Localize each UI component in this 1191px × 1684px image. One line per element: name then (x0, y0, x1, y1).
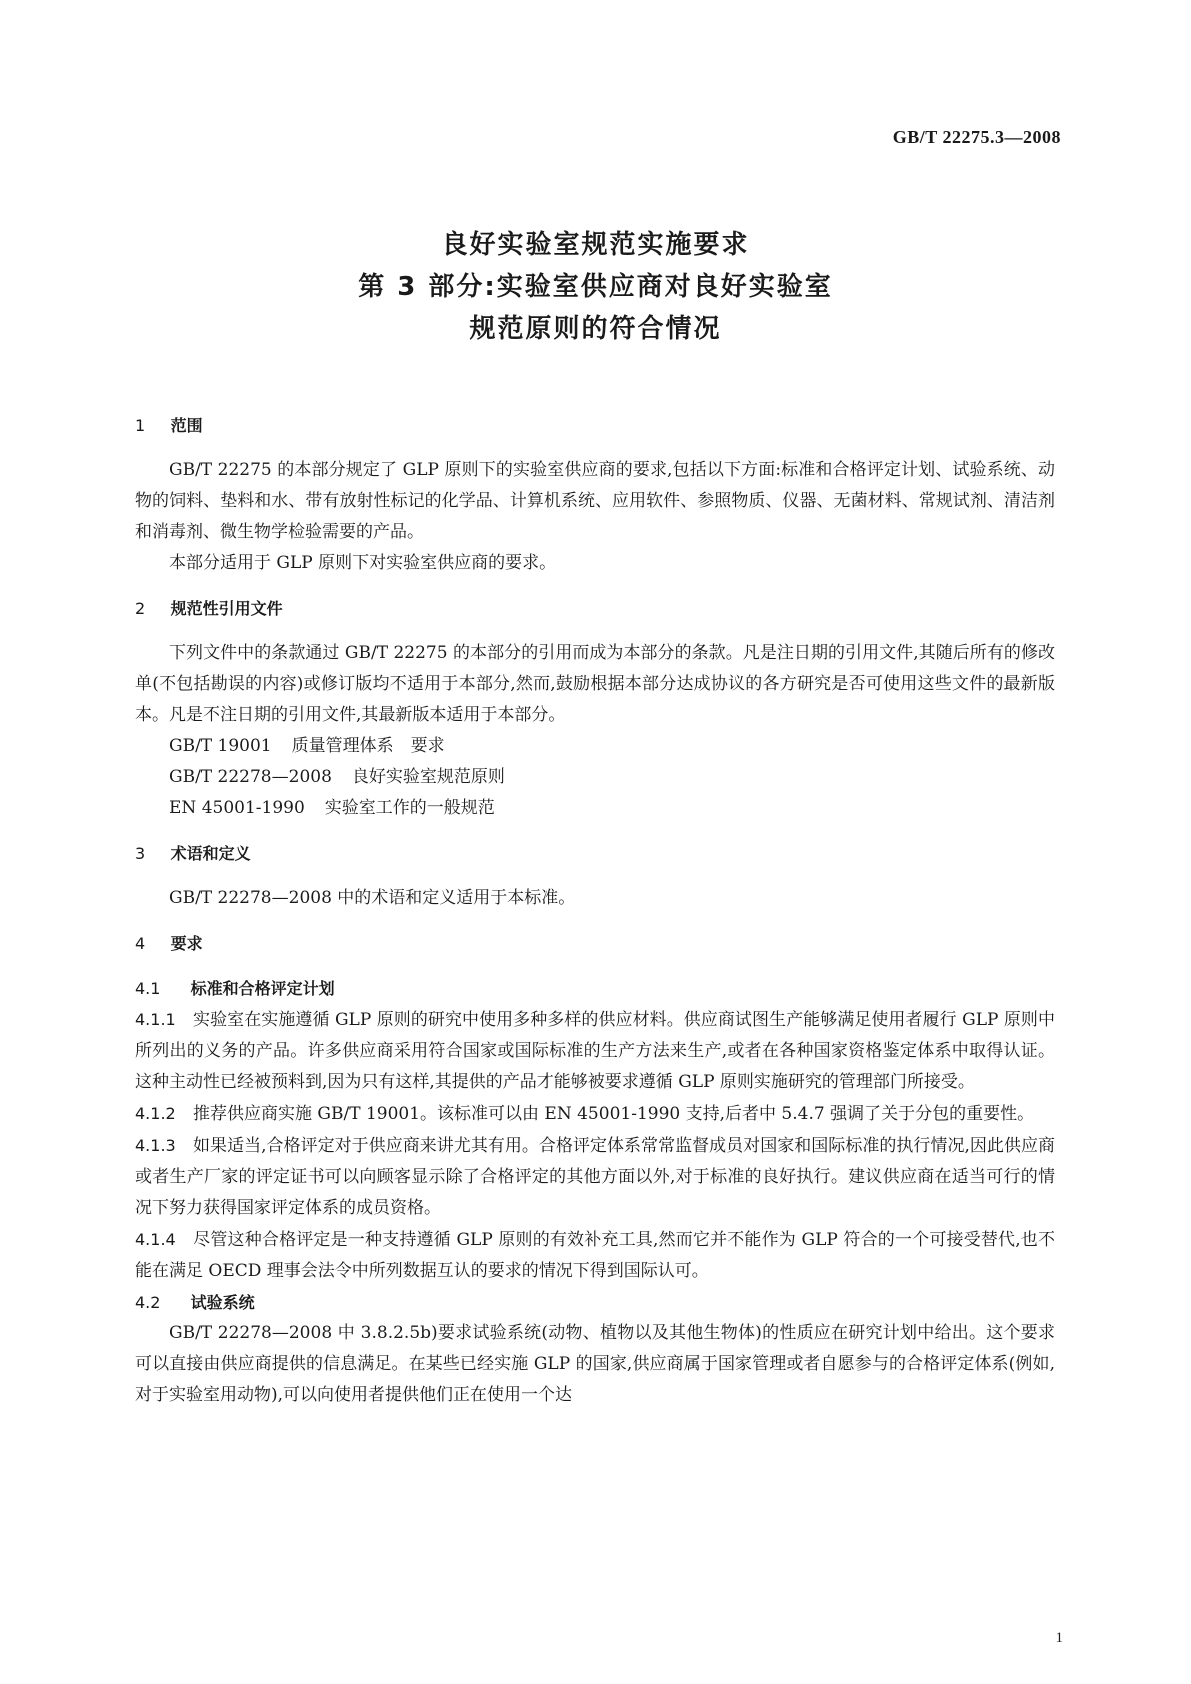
reference-code: GB/T 19001 (169, 736, 272, 756)
section-number: 1 (135, 416, 146, 435)
paragraph: 本部分适用于 GLP 原则下对实验室供应商的要求。 (169, 553, 557, 573)
clause-text: 如果适当,合格评定对于供应商来讲尤其有用。合格评定体系常常监督成员对国家和国际标准的执行情况,因此供应商或者生产厂家的评定证书可以向顾客显示除了合格评定的其他方面以外,对于标准的良好执行。建议供应商在适当可行的情况下努力获得国家评定体系的成员资格。 (135, 1136, 1055, 1218)
clause-number: 4.1.4 (135, 1230, 176, 1249)
reference-code: EN 45001-1990 (169, 798, 305, 818)
title-line-1: 良好实验室规范实施要求 (441, 230, 750, 260)
section-title: 规范性引用文件 (170, 599, 283, 618)
standard-code: GB/T 22275.3—2008 (892, 127, 1061, 147)
reference-item (135, 793, 1055, 824)
paragraph: GB/T 22275 的本部分规定了 GLP 原则下的实验室供应商的要求,包括以下方面:标准和合格评定计划、试验系统、动物的饲料、垫料和水、带有放射性标记的化学品、计算机系统、应用软件、参照物质、仪器、无菌材料、常规试剂、清洁剂和消毒剂、微生物学检验需要的产品。 (135, 460, 1055, 542)
section-heading-4 (135, 928, 1055, 959)
subsection-number: 4.1 (135, 979, 161, 998)
subsection-title: 标准和合格评定计划 (190, 979, 335, 998)
paragraph: 下列文件中的条款通过 GB/T 22275 的本部分的引用而成为本部分的条款。凡是注日期的引用文件,其随后所有的修改单(不包括勘误的内容)或修订版均不适用于本部分,然而,鼓励根据本部分达成协议的各方研究是否可使用这些文件的最新版本。凡是不注日期的引用文件,其最新版本适用于本部分。 (135, 643, 1055, 725)
document-body (135, 410, 1055, 1411)
section-title: 范围 (170, 416, 203, 435)
section-number: 4 (135, 934, 146, 953)
clause-4-1-4 (135, 1224, 1055, 1287)
reference-item (135, 762, 1055, 793)
clause-text: 尽管这种合格评定是一种支持遵循 GLP 原则的有效补充工具,然而它并不能作为 GLP 符合的一个可接受替代,也不能在满足 OECD 理事会法令中所列数据互认的要求的情况下得到国际认可。 (135, 1230, 1055, 1281)
reference-code: GB/T 22278—2008 (169, 767, 332, 787)
reference-name: 良好实验室规范原则 (351, 767, 505, 787)
clause-4-1-1 (135, 1004, 1055, 1098)
section-number: 2 (135, 599, 146, 618)
subsection-number: 4.2 (135, 1293, 161, 1312)
section-heading-3 (135, 838, 1055, 869)
clause-number: 4.1.2 (135, 1104, 176, 1123)
reference-name: 实验室工作的一般规范 (324, 798, 495, 818)
section-heading-2 (135, 593, 1055, 624)
clause-number: 4.1.3 (135, 1136, 176, 1155)
clause-4-1-2 (135, 1098, 1055, 1130)
section-number: 3 (135, 844, 146, 863)
section-heading-1 (135, 410, 1055, 441)
document-title (0, 224, 1191, 350)
clause-4-1-3 (135, 1130, 1055, 1224)
section-title: 要求 (170, 934, 203, 953)
section-title: 术语和定义 (170, 844, 251, 863)
subsection-heading-4-1 (135, 973, 1055, 1004)
page-number: 1 (1055, 1630, 1063, 1646)
clause-text: 推荐供应商实施 GB/T 19001。该标准可以由 EN 45001-1990 支持,后者中 5.4.7 强调了关于分包的重要性。 (193, 1104, 1035, 1124)
clause-number: 4.1.1 (135, 1010, 176, 1029)
paragraph: GB/T 22278—2008 中 3.8.2.5b)要求试验系统(动物、植物以及其他生物体)的性质应在研究计划中给出。这个要求可以直接由供应商提供的信息满足。在某些已经实施 GLP 的国家,供应商属于国家管理或者自愿参与的合格评定体系(例如,对于实验室用动物),可以向使用者提供他们正在使用一个达 (135, 1323, 1055, 1405)
title-line-3: 规范原则的符合情况 (469, 314, 722, 344)
title-line-2: 第 3 部分:实验室供应商对良好实验室 (358, 272, 833, 302)
subsection-heading-4-2 (135, 1287, 1055, 1318)
clause-text: 实验室在实施遵循 GLP 原则的研究中使用多种多样的供应材料。供应商试图生产能够满足使用者履行 GLP 原则中所列出的义务的产品。许多供应商采用符合国家或国际标准的生产方法来生产,或者在各种国家资格鉴定体系中取得认证。这种主动性已经被预料到,因为只有这样,其提供的产品才能够被要求遵循 GLP 原则实施研究的管理部门所接受。 (135, 1010, 1055, 1092)
reference-item (135, 731, 1055, 762)
paragraph: GB/T 22278—2008 中的术语和定义适用于本标准。 (169, 888, 576, 908)
subsection-title: 试验系统 (190, 1293, 255, 1312)
reference-name: 质量管理体系 要求 (291, 736, 445, 756)
